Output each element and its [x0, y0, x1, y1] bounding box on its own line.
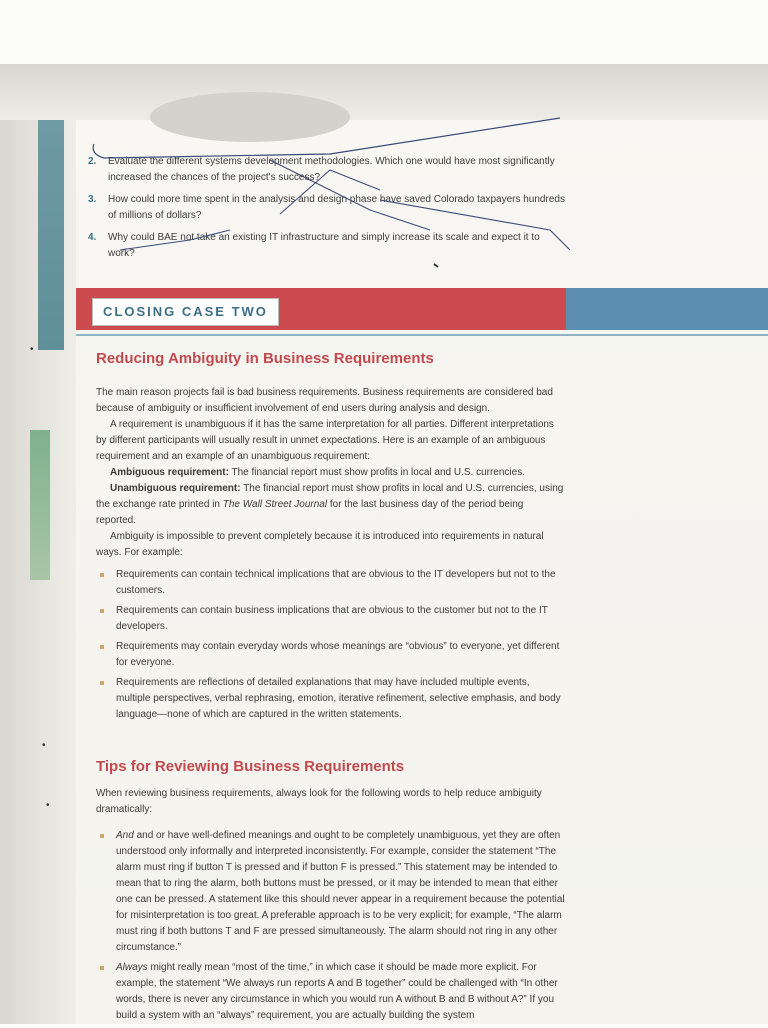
tips-title: Tips for Reviewing Business Requirements	[96, 758, 405, 775]
case-label: CLOSING CASE TWO	[92, 298, 279, 326]
ambiguity-list	[96, 567, 564, 723]
question-number: 2.	[88, 156, 97, 167]
list-item: Requirements can contain business implications that are obvious to the customer but not to the IT developers.	[96, 603, 564, 635]
question-text: Why could BAE not take an existing IT infrastructure and simply increase its scale and expect it to work?	[108, 232, 540, 259]
question-number: 3.	[88, 194, 97, 205]
paragraph: A requirement is unambiguous if it has the same interpretation for all parties. Different interpretations by different participants will usually result in unmet expectations. Here is an example of an ambiguous requirement and an example of an unambiguous requirement:	[96, 419, 554, 462]
tip-text: and or have well-defined meanings and ought to be completely unambiguous, yet they are often understood only informally and interpreted inconsistently. For example, consider the statement “The alarm must ring if button T is pressed and if button F is pressed.” This statement may be intended to mean that to ring the alarm, both buttons must be pressed, or it may be intended to mean that either one can be pressed. A statement like this should never appear in a requirement because the potential for misinterpretation is too great. A preferable approach is to be very explicit; for example, “The alarm must ring if both buttons T and F are pressed simultaneously. The alarm should not ring in any other circumstance.”	[116, 830, 565, 953]
page-top-margin	[0, 0, 768, 64]
margin-dot: •	[42, 740, 46, 751]
question-text: How could more time spent in the analysis and design phase have saved Colorado taxpayers hundreds of millions of dollars?	[108, 194, 565, 221]
tip-keyword: And	[116, 830, 134, 841]
list-item: Requirements can contain technical implications that are obvious to the IT developers but not to the customers.	[96, 567, 564, 599]
question-text: Evaluate the different systems development methodologies. Which one would have most significantly increased the chances of the project's success?	[108, 156, 555, 183]
list-item: Requirements may contain everyday words whose meanings are “obvious” to everyone, yet different for everyone.	[96, 639, 564, 671]
margin-dot: •	[30, 344, 34, 355]
unambiguous-example	[96, 481, 564, 529]
paragraph: Ambiguity is impossible to prevent completely because it is introduced into requirements in natural ways. For example:	[96, 531, 544, 558]
tips-body	[96, 786, 566, 1028]
case-body	[96, 385, 564, 727]
unambiguous-text: The financial report must show profits in local and U.S. currencies, using the exchange rate printed in	[96, 483, 564, 510]
list-item: Requirements are reflections of detailed explanations that may have included multiple events, multiple perspectives, verbal rephrasing, emotion, iterative refinement, selective emphasis, and body language—none of which are captured in the written statements.	[96, 675, 564, 723]
journal-title: The Wall Street Journal	[222, 499, 328, 510]
paragraph: The main reason projects fail is bad business requirements. Business requirements are considered bad because of ambiguity or insufficient involvement of end users during analysis and design.	[96, 387, 553, 414]
case-divider	[76, 334, 768, 336]
spine-color-band	[38, 120, 64, 350]
ambiguous-label: Ambiguous requirement:	[110, 467, 229, 478]
list-item	[96, 828, 566, 956]
ambiguous-example	[96, 465, 564, 481]
section-title: Reducing Ambiguity in Business Requirements	[96, 350, 434, 367]
question-number: 4.	[88, 232, 97, 243]
unambiguous-text-end: for the last business day of the period being reported.	[96, 499, 524, 526]
list-item	[96, 960, 566, 1024]
tips-list	[96, 828, 566, 1024]
unambiguous-label: Unambiguous requirement:	[110, 483, 241, 494]
spine-highlight-band	[30, 430, 50, 580]
ambiguous-text: The financial report must show profits in local and U.S. currencies.	[231, 467, 525, 478]
pen-strikethrough	[80, 110, 580, 270]
tip-text: might really mean “most of the time,” in which case it should be made more explicit. For example, the statement “We always run reports A and B together” could be challenged with “In other words, there is never any circumstance in which you would run A without B and B without A?” If you build a system with an “always” requirement, you are actually building the system	[116, 962, 558, 1021]
tips-intro: When reviewing business requirements, always look for the following words to help reduce ambiguity dramatically:	[96, 788, 542, 815]
case-banner-accent	[566, 288, 768, 330]
margin-dot: •	[46, 800, 50, 811]
tip-keyword: Always	[116, 962, 148, 973]
